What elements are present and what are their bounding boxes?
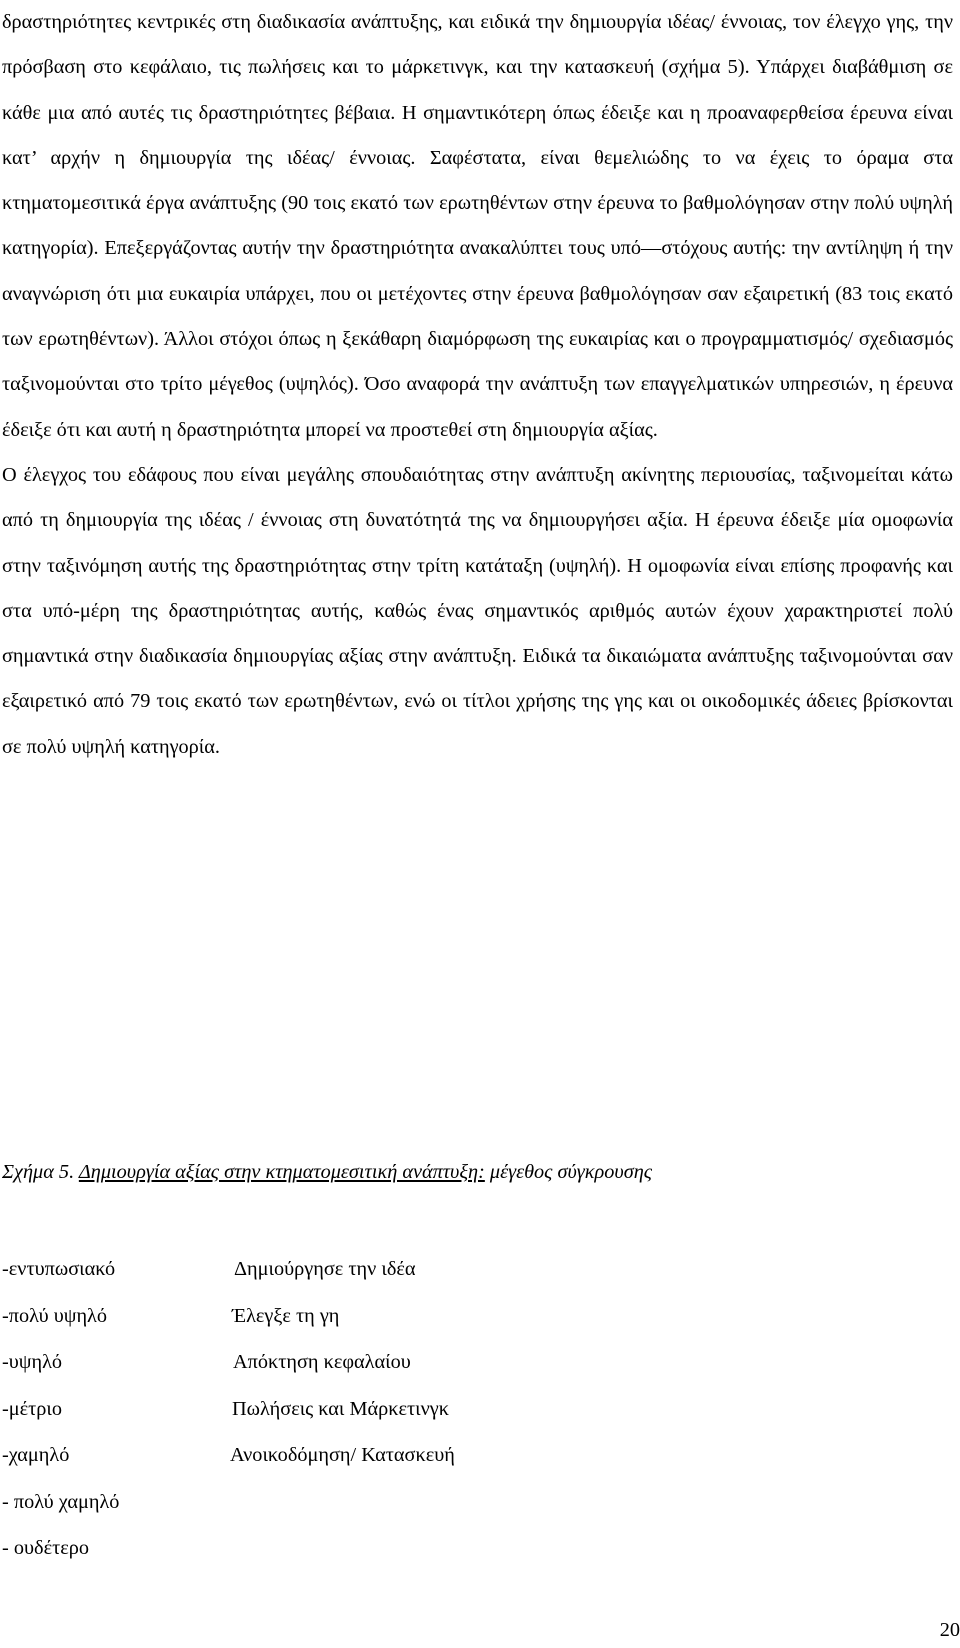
activity-label: Έλεγξε τη γη xyxy=(232,1304,340,1327)
level-label: -χαμηλό xyxy=(2,1444,70,1466)
activity-label: Πωλήσεις και Μάρκετινγκ xyxy=(232,1397,449,1420)
level-label: - πολύ χαμηλό xyxy=(2,1490,120,1513)
legend-row xyxy=(2,1488,702,1535)
legend-row xyxy=(2,1302,702,1349)
activity-label: Απόκτηση κεφαλαίου xyxy=(233,1351,411,1373)
paragraph-land-control: Ο έλεγχος του εδάφους που είναι μεγάλης σπουδαιότητας στην ανάπτυξη ακίνητης περιουσίας, ταξινομείται κάτω από τη δημιουργία της ιδέας / έννοιας στη δυνατότητά της να δημιουργήσει αξία. Η έρευνα έδειξε μία ομοφωνία στην ταξινόμηση αυτής της δραστηριότητας στην τρίτη κατάταξη (υψηλή). Η ομοφωνία είναι επίσης προφανής και στα υπό-μέρη της δραστηριότητας αυτής, καθώς ένας σημαντικός αριθμός αυτών έχουν χαρακτηριστεί πολύ σημαντικά στην διαδικασία δημιουργίας αξίας στην ανάπτυξη. Ειδικά τα δικαιώματα ανάπτυξης ταξινομούνται σαν εξαιρετικό από 79 τοις εκατό των ερωτηθέντων, ενώ οι τίτλοι χρήσης της γης και οι οικοδομικές άδειες βρίσκονται σε πολύ υψηλή κατηγορία. xyxy=(2,463,953,758)
legend-row xyxy=(2,1348,702,1395)
caption-suffix: μέγεθος σύγκρουσης xyxy=(484,1161,652,1183)
paragraph-value-creation: δραστηριότητες κεντρικές στη διαδικασία ανάπτυξης, και ειδικά την δημιουργία ιδέας/ έννοιας, τον έλεγχο γης, την πρόσβαση στο κεφάλαιο, τις πωλήσεις και το μάρκετινγκ, και την κατασκευή (σχήμα 5). Υπάρχει διαβάθμιση σε κάθε μια από αυτές τις δραστηριότητες βέβαια. Η σημαντικότερη όπως έδειξε και η προαναφερθείσα έρευνα είναι κατ’ αρχήν η δημιουργία της ιδέας/ έννοιας. Σαφέστατα, είναι θεμελιώδης το να έχεις το όραμα στα κτηματομεσιτικά έργα ανάπτυξης (90 τοις εκατό των ερωτηθέντων στην έρευνα το βαθμολόγησαν στην πολύ υψηλή κατηγορία). Επεξεργάζοντας αυτήν την δραστηριότητα ανακαλύπτει τους υπό—στόχους αυτής: την αντίληψη ή την αναγνώριση ότι μια ευκαιρία υπάρχει, που οι μετέχοντες στην έρευνα βαθμολόγησαν σαν εξαιρετική (83 τοις εκατό των ερωτηθέντων). Άλλοι στόχοι όπως η ξεκάθαρη διαμόρφωση της ευκαιρίας και ο προγραμματισμός/ σχεδιασμός ταξινομούνται στο τρίτο μέγεθος (υψηλός). Όσο αναφορά την ανάπτυξη των επαγγελματικών υπηρεσιών, η έρευνα έδειξε ότι και αυτή η δραστηριότητα μπορεί να προστεθεί στη δημιουργία αξίας. xyxy=(2,11,953,441)
activity-label: Ανοικοδόμηση/ Κατασκευή xyxy=(230,1444,455,1466)
level-label: -εντυπωσιακό xyxy=(2,1258,116,1280)
figure-legend xyxy=(2,1255,702,1581)
caption-prefix: Σχήμα 5. xyxy=(2,1161,79,1183)
legend-row xyxy=(2,1395,702,1442)
page-number: 20 xyxy=(939,1619,960,1641)
legend-row xyxy=(2,1441,702,1488)
level-label: - ουδέτερο xyxy=(2,1537,90,1559)
body-text xyxy=(2,0,953,770)
legend-row xyxy=(2,1534,702,1581)
level-label: -μέτριο xyxy=(2,1397,63,1420)
level-label: -πολύ υψηλό xyxy=(2,1304,108,1327)
activity-label: Δημιούργησε την ιδέα xyxy=(234,1258,416,1280)
caption-title: Δημιουργία αξίας στην κτηματομεσιτική ανάπτυξη: xyxy=(78,1161,485,1183)
level-label: -υψηλό xyxy=(2,1351,63,1373)
legend-row xyxy=(2,1255,702,1302)
figure-caption xyxy=(2,1158,953,1186)
